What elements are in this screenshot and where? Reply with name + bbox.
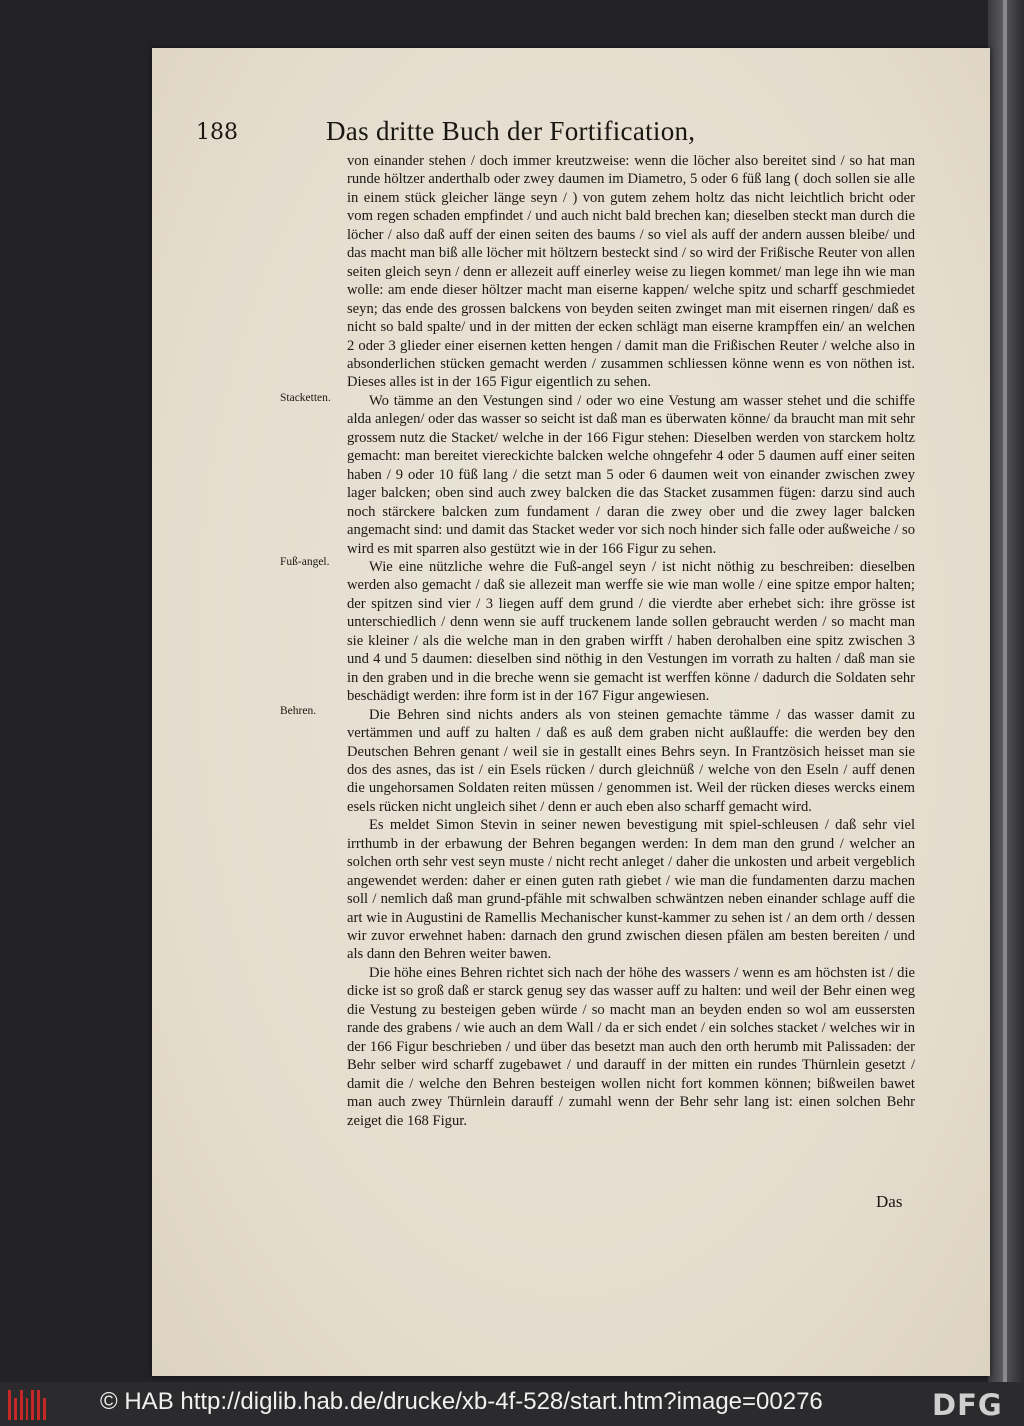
paragraph: von einander stehen / doch immer kreutzweise: wenn die löcher also bereitet sind / so hat man runde höltzer anderthalb oder zwey daumen im Diametro, 5 oder 6 füß lang ( doch sollen sie alle in einem stück gleicher länge seyn / ) von gutem zehem holtz das nicht leichtlich bricht oder vom regen schaden empfindet / und auch nicht bald brechen kan; dieselben steckt man durch die löcher / also daß auff der einen seiten des baums / so viel als auff der andern aussen bleibe/ und das macht man biß alle löcher mit höltzern besteckt sind / so wird der Frißische Reuter von allen seiten gleich seyn / denn er allezeit auff einerley weise zu liegen kommet/ man lege ihn wie man wolle: am ende dieser höltzer macht man eiserne kappen/ welche spitz und scharff geschmiedet seyn; das ende des grossen balckens von beyden seiten zwinget man mit eisernen ringen/ daß es nicht so bald spalte/ und in der mitten der ecken schlägt man eiserne krampffen ein/ an welchen 2 oder 3 glieder einer eisernen ketten hengen / damit man die Frißischen Reuter / welche also in absonderlichen stücken gemacht werden / zusammen schliessen könne wenn es von nöthen ist. Dieses alles ist in der 165 Figur eigentlich zu sehen. bbox=[347, 153, 915, 391]
margin-note-behren: Behren. bbox=[280, 705, 317, 717]
dfg-logo: DFG bbox=[932, 1388, 1003, 1422]
running-head bbox=[196, 116, 816, 150]
paragraph: Die höhe eines Behren richtet sich nach der höhe des wassers / wenn es am höchsten ist / die dicke ist so groß daß er starck genug sey das wasser auff zu halten: und weil der Behr einen weg die Vestung zu besteigen geben würde / so macht man an beyden enden so wol am eussersten rande des grabens / wie auch an dem Wall / da er sich endet / ein solches stacket / welches wir in der 166 Figur beschrieben / und über das besetzt man auch den orth herumb mit Palissaden: der Behr selber wird scharff zugebawet / und darauff in der mitten ein rundes Thürnlein gesetzt / damit die / welche den Behren besteigen wollen nicht fort kommen können; bißweilen bawet man auch zwey Thürnlein darauff / zumahl wenn der Behr sehr lang ist: einen solchen Behr zeiget die 168 Figur. bbox=[347, 964, 915, 1129]
margin-note-stacketten: Stacketten. bbox=[280, 392, 331, 404]
book-edge-strip bbox=[1003, 0, 1007, 1382]
margin-note-fussangel: Fuß-angel. bbox=[280, 556, 330, 568]
hab-barcode-icon bbox=[8, 1390, 46, 1420]
paragraph: Wo tämme an den Vestungen sind / oder wo eine Vestung am wasser stehet und die schiffe alda anlegen/ oder das wasser so seicht ist daß man es überwaten könne/ da braucht man mit sehr grossem nutz die Stacket/ welche in der 166 Figur stehen: Dieselben werden von starckem holtz gemacht: man bereitet viereckichte balcken welche ohngefehr 4 oder 5 daumen auff einer seiten haben / 9 oder 10 füß lang / die setzt man 5 oder 6 daumen weit von einander zwischen zwey lager balcken; oben sind auch zwey balcken die das Stacket zusammen fügen: darzu sind auch noch stärckere balcken zum fundament / daran die zwey ober und die zwey lager balcken angemacht sind: und damit das Stacket weder vor sich noch hinder sich falle oder außweiche / so wird es mit sparren also gestützt wie in der 166 Figur zu sehen. bbox=[347, 392, 915, 557]
body-text bbox=[347, 152, 915, 1130]
catchword: Das bbox=[876, 1192, 903, 1211]
footer-copyright-link[interactable]: © HAB http://diglib.hab.de/drucke/xb-4f-528/start.htm?image=00276 bbox=[100, 1388, 823, 1415]
paragraph: Wie eine nützliche wehre die Fuß-angel seyn / ist nicht nöthig zu beschreiben: dieselben werden also gemacht / daß sie allezeit man werffe sie wie man wolle / eine spitze empor halten; der spitzen sind vier / 3 liegen auff dem grund / die vierdte aber erhebet sich: ihre grösse ist unterschiedlich / denn wenn sie auff truckenem lande sollen gebraucht werden / so macht man sie kleiner / als die welche man in den graben wirfft / haben derohalben eine spitz zwischen 3 und 4 und 5 daumen: dieselben sind nöthig in den Vestungen im vorrath zu halten / daß man sie in den graben und in die breche wenn sie gemacht ist werffen könne / dadurch die Soldaten sehr beschädigt werden: ihre form ist in der 167 Figur angewiesen. bbox=[347, 558, 915, 705]
running-title: Das dritte Buch der Fortification, bbox=[326, 116, 696, 146]
paragraph: Die Behren sind nichts anders als von steinen gemachte tämme / das wasser damit zu vertämmen und auff zu halten / daß es auß dem graben nicht außlauffe: die werden bey den Deutschen Behren genant / weil sie in gestallt eines Behrs seyn. In Frantzösich heisset man sie dos des asnes, das ist / ein Esels rücken / durch gleichnüß / welche von den Eseln / auff denen die ungehorsamen Soldaten reiten müssen / genommen ist. Weil der rücken dieses wercks einem esels rücken nicht ungleich sihet / denn er auch eben also scharff gemacht wird. bbox=[347, 706, 915, 815]
page-number: 188 bbox=[196, 120, 238, 145]
paragraph: Es meldet Simon Stevin in seiner newen bevestigung mit spiel-schleusen / daß sehr viel irrthumb in der erbawung der Behren begangen werden: In dem man den grund / welcher an solchen orth sehr vest seyn muste / nicht recht anleget / daher die unkosten und arbeit vergeblich angewendet werden: daher er einen guten rath giebet / wie man die fundamenten darzu machen soll / nemlich daß man grund-pfähle mit schwalben schwäntzen neben einander schlage auff die art wie in Augustini de Ramellis Mechanischer kunst-kammer zu sehen ist / an dem orth / dessen wir zuvor erwehnet haben: darnach den grund zwischen diesen pfälen am besten bereiten / und als dann den Behren weiter bawen. bbox=[347, 817, 915, 963]
